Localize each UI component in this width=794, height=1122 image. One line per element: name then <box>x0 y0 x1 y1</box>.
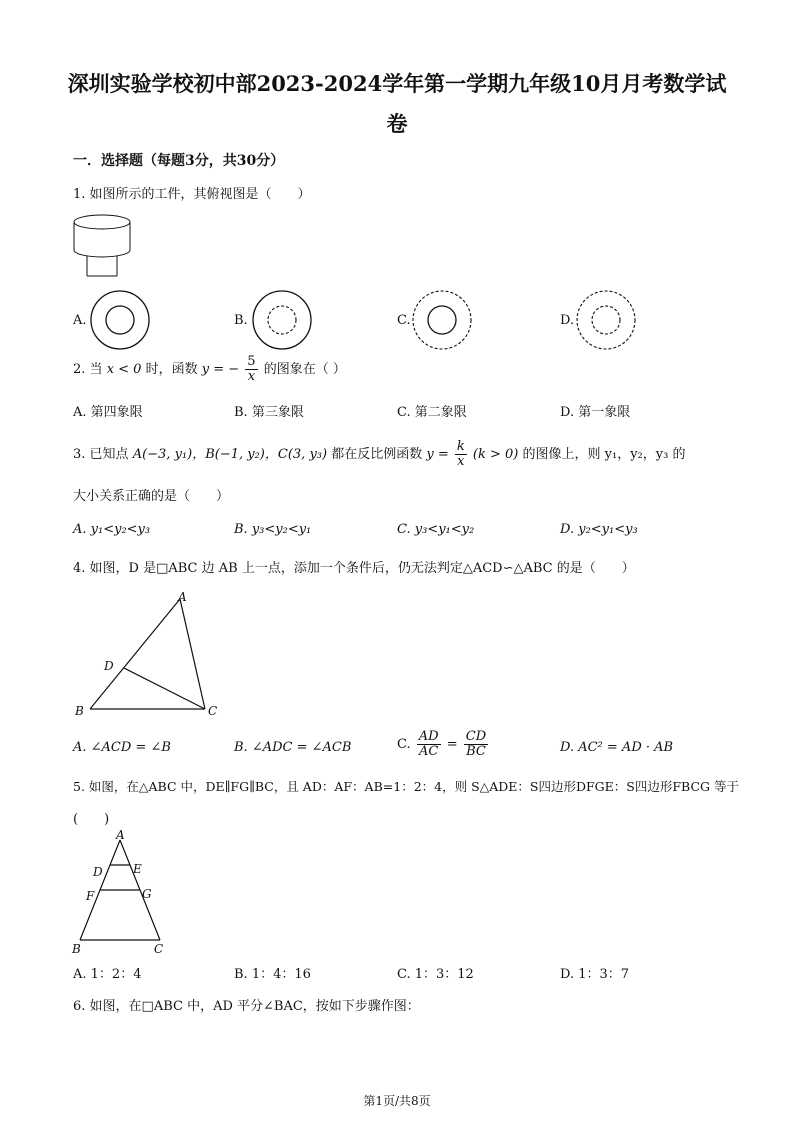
q3-stem-line2: 大小关系正确的是（ ） <box>73 489 230 504</box>
q4-option-d: D. AC² = AD · AB <box>560 740 674 755</box>
q3-fraction-denominator: x <box>457 454 465 469</box>
q3-condition: (k > 0) <box>472 447 519 462</box>
q5-stem: 5. 如图，在△ABC 中，DE∥FG∥BC，且 AD：AF：AB=1：2：4，则 S△ADE：S四边形DFGE：S四边形FBCG 等于 <box>73 779 739 794</box>
q3-points: A(−3, y₁)，B(−1, y₂)，C(3, y₃) <box>132 447 328 462</box>
q5-label-b: B <box>72 942 81 956</box>
q3-option-d: D. y₂<y₁<y₃ <box>560 522 638 537</box>
q2-option-a: A. 第四象限 <box>73 405 143 420</box>
q2-fraction-numerator: 5 <box>247 354 256 369</box>
q4-label-c: C <box>208 704 218 718</box>
q2-option-b: B. 第三象限 <box>234 405 304 420</box>
q5-label-f: F <box>86 889 95 903</box>
q1-option-a-figure <box>88 288 152 352</box>
section-heading: 一．选择题（每题3分，共30分） <box>73 153 285 169</box>
q2-stem <box>73 355 346 384</box>
q3-stem-post: 的图像上，则 y₁，y₂，y₃ 的 <box>522 447 686 462</box>
q4-option-c-equals: = <box>446 737 458 752</box>
q2-stem-mid: 时，函数 <box>145 362 198 377</box>
q3-option-b: B. y₃<y₂<y₁ <box>234 522 312 537</box>
q5-option-d: D. 1：3：7 <box>560 967 630 982</box>
q4-option-c-den1: AC <box>419 744 439 759</box>
q3-function-lhs: y = <box>426 447 449 462</box>
q4-label-a: A <box>178 590 187 604</box>
q2-option-d: D. 第一象限 <box>560 405 631 420</box>
q5-label-c: C <box>154 942 164 956</box>
q1-stem: 1. 如图所示的工件，其俯视图是（ ） <box>73 187 311 202</box>
q1-option-a-label: A. <box>73 313 87 328</box>
q5-option-a: A. 1：2：4 <box>73 967 142 982</box>
q4-option-c <box>397 730 490 759</box>
q2-fraction <box>245 355 257 384</box>
q2-stem-pre: 2. 当 <box>73 362 103 377</box>
q2-function-lhs: y = − <box>201 362 240 377</box>
q4-option-c-fraction1 <box>417 730 441 759</box>
q1-option-c-label: C. <box>397 313 411 328</box>
q4-option-b: B. ∠ADC = ∠ACB <box>234 740 352 755</box>
q4-label-d: D <box>104 659 114 673</box>
q4-option-c-num2: CD <box>465 729 487 744</box>
page-footer: 第1页/共8页 <box>363 1094 431 1108</box>
q5-option-c: C. 1：3：12 <box>397 967 474 982</box>
q4-option-c-den2: BC <box>466 744 486 759</box>
q5-label-g: G <box>142 887 152 901</box>
q4-option-c-label: C. <box>397 737 411 752</box>
q2-stem-post: 的图象在（ ） <box>263 362 346 377</box>
q3-stem-mid: 都在反比例函数 <box>331 447 423 462</box>
q4-stem: 4. 如图，D 是□ABC 边 AB 上一点，添加一个条件后，仍无法判定△ACD∽△ABC 的是（ ） <box>73 561 635 576</box>
q3-option-c: C. y₃<y₁<y₂ <box>397 522 475 537</box>
q4-option-c-fraction2 <box>464 730 488 759</box>
q2-option-c: C. 第二象限 <box>397 405 467 420</box>
q5-triangle-figure <box>68 828 172 958</box>
q3-stem <box>73 440 685 469</box>
q5-option-b: B. 1：4：16 <box>234 967 311 982</box>
q1-option-d-figure <box>574 288 638 352</box>
q1-option-d-label: D. <box>560 313 575 328</box>
q2-condition: x < 0 <box>106 362 142 377</box>
q1-option-b-figure <box>250 288 314 352</box>
q4-triangle-figure <box>70 588 230 723</box>
q3-fraction <box>455 440 467 469</box>
q2-fraction-denominator: x <box>247 369 256 384</box>
q5-label-a: A <box>116 828 125 842</box>
q1-workpiece-figure <box>70 212 136 284</box>
q6-stem: 6. 如图，在□ABC 中，AD 平分∠BAC，按如下步骤作图： <box>73 999 420 1014</box>
q3-stem-pre: 3. 已知点 <box>73 447 129 462</box>
q5-label-d: D <box>93 865 103 879</box>
q4-label-b: B <box>75 704 84 718</box>
paper-title-line1: 深圳实验学校初中部2023-2024学年第一学期九年级10月月考数学试 <box>67 71 727 96</box>
q4-option-a: A. ∠ACD = ∠B <box>73 740 171 755</box>
q1-option-b-label: B. <box>234 313 248 328</box>
paper-title-line2: 卷 <box>386 111 408 136</box>
q3-option-a: A. y₁<y₂<y₃ <box>73 522 151 537</box>
q4-option-c-num1: AD <box>418 729 439 744</box>
q5-stem-line2: ( ) <box>73 812 110 827</box>
q3-fraction-numerator: k <box>456 439 465 454</box>
q5-label-e: E <box>133 862 142 876</box>
q1-option-c-figure <box>410 288 474 352</box>
